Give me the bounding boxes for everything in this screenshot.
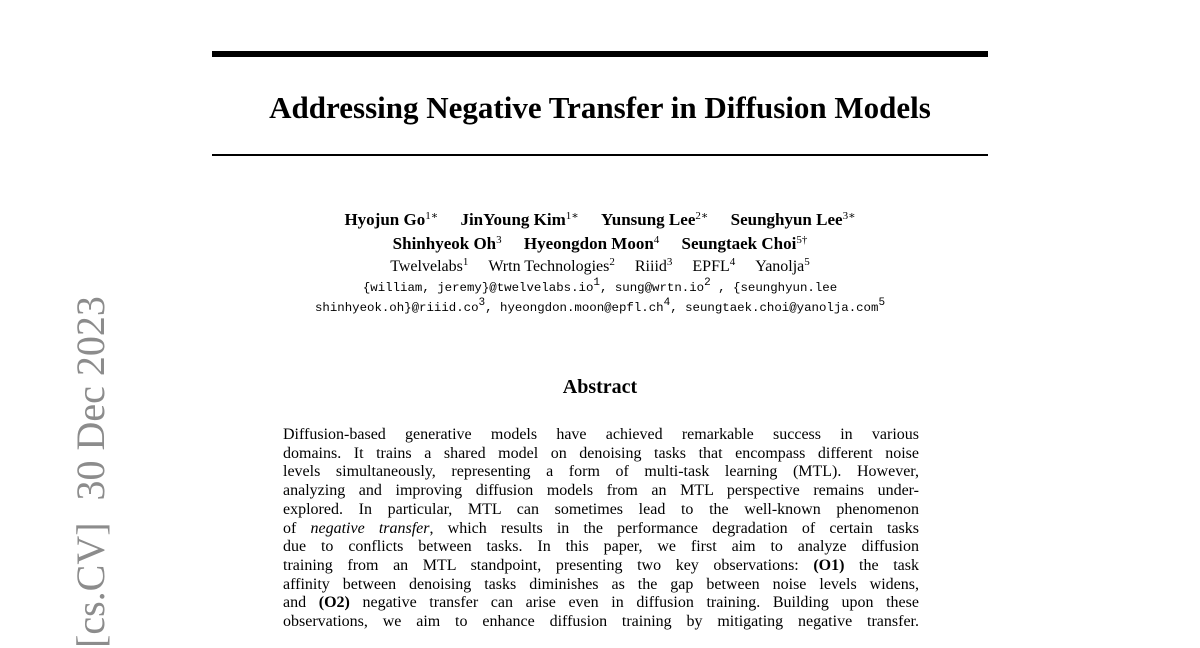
affiliation: Riiid$^3$: [634, 256, 673, 275]
email: , {seunghyun.lee: [710, 281, 838, 295]
author-block: [212, 208, 988, 318]
email: shinhyeok.oh}@riiid.co: [314, 301, 479, 315]
affiliation: Wrtn Technologies$^2$: [488, 256, 615, 275]
author: Seungtaek Choi$^{5\dagger}$: [681, 234, 808, 253]
affiliation: EPFL$^4$: [692, 256, 736, 275]
author: Shinhyeok Oh$^3$: [392, 234, 502, 253]
author: Hyojun $Go^{1∗}$: [344, 210, 439, 229]
affiliation-line: [212, 256, 988, 278]
abstract-line: levels simultaneously, representing a form of multi-task learning (MTL). However,: [283, 463, 919, 481]
abstract-body: [283, 426, 919, 632]
negative-transfer-term: negative transfer: [310, 519, 430, 537]
author-line-2: [212, 232, 988, 256]
arxiv-category: [cs.CV]: [68, 522, 113, 648]
author: Hyeongdon Moon$^4$: [523, 234, 660, 253]
abstract-line: of negative transfer, which results in the performance degradation of certain tasks: [283, 519, 919, 537]
email-line-1: {william, $jeremy\}@twelvelabs.io^1$, $sung@wrtn.io^2$ , {seunghyun.lee: [362, 277, 838, 295]
abstract-line: affinity between denoising tasks diminishes as the gap between noise levels widens,: [283, 575, 919, 593]
abstract-line: observations, we aim to enhance diffusion training by mitigating negative transfer.: [283, 613, 919, 631]
affiliation: Twelvelabs$^1$: [390, 256, 469, 275]
email: , sung@wrtn.io: [600, 281, 705, 295]
affiliation: Yanolja$^5$: [755, 256, 810, 275]
abstract-line: analyzing and improving diffusion models from an MTL perspective remains under-: [283, 482, 919, 500]
email: {william, jeremy}@twelvelabs.io: [362, 281, 594, 295]
paper-title: Addressing Negative Transfer in Diffusion Models: [269, 90, 931, 125]
abstract-line: training from an MTL standpoint, presenting two key observations: (O1) the task: [283, 556, 919, 574]
abstract-heading: Abstract: [562, 376, 638, 398]
arxiv-stamp: [28, 296, 113, 648]
abstract-line: Diffusion-based generative models have achieved remarkable success in various: [283, 426, 919, 443]
abstract-line: domains. It trains a shared model on denoising tasks that encompass different noise: [283, 444, 919, 462]
observation-o2-label: (O2): [318, 594, 350, 612]
email: , seungtaek.choi@yanolja.com: [670, 301, 879, 315]
author-line-1: [212, 208, 988, 232]
abstract-line: explored. In particular, MTL can sometimes lead to the well-known phenomenon: [283, 500, 919, 518]
title-rule: [212, 154, 988, 156]
abstract-line: due to conflicts between tasks. In this paper, we first aim to analyze diffusion: [283, 538, 919, 556]
top-rule: [212, 51, 988, 57]
abstract-line: and (O2) negative transfer can arise even in diffusion training. Building upon these: [283, 594, 919, 612]
arxiv-date: 30 Dec 2023: [68, 296, 113, 501]
author: Seunghyun Lee$^{3∗}$: [730, 210, 856, 229]
email-line-2: $shinhyeok.oh\}@riiid.co^3$, $hyeongdon.moon@epfl.ch^4$, seungtaek.choi@yanolja.com$^5$: [314, 297, 886, 315]
email: , hyeongdon.moon@epfl.ch: [485, 301, 664, 315]
observation-o1-label: (O1): [813, 556, 845, 574]
author: JinYoung Kim$^{1∗}$: [460, 210, 579, 229]
author: Yunsung Lee$^{2∗}$: [601, 210, 709, 229]
